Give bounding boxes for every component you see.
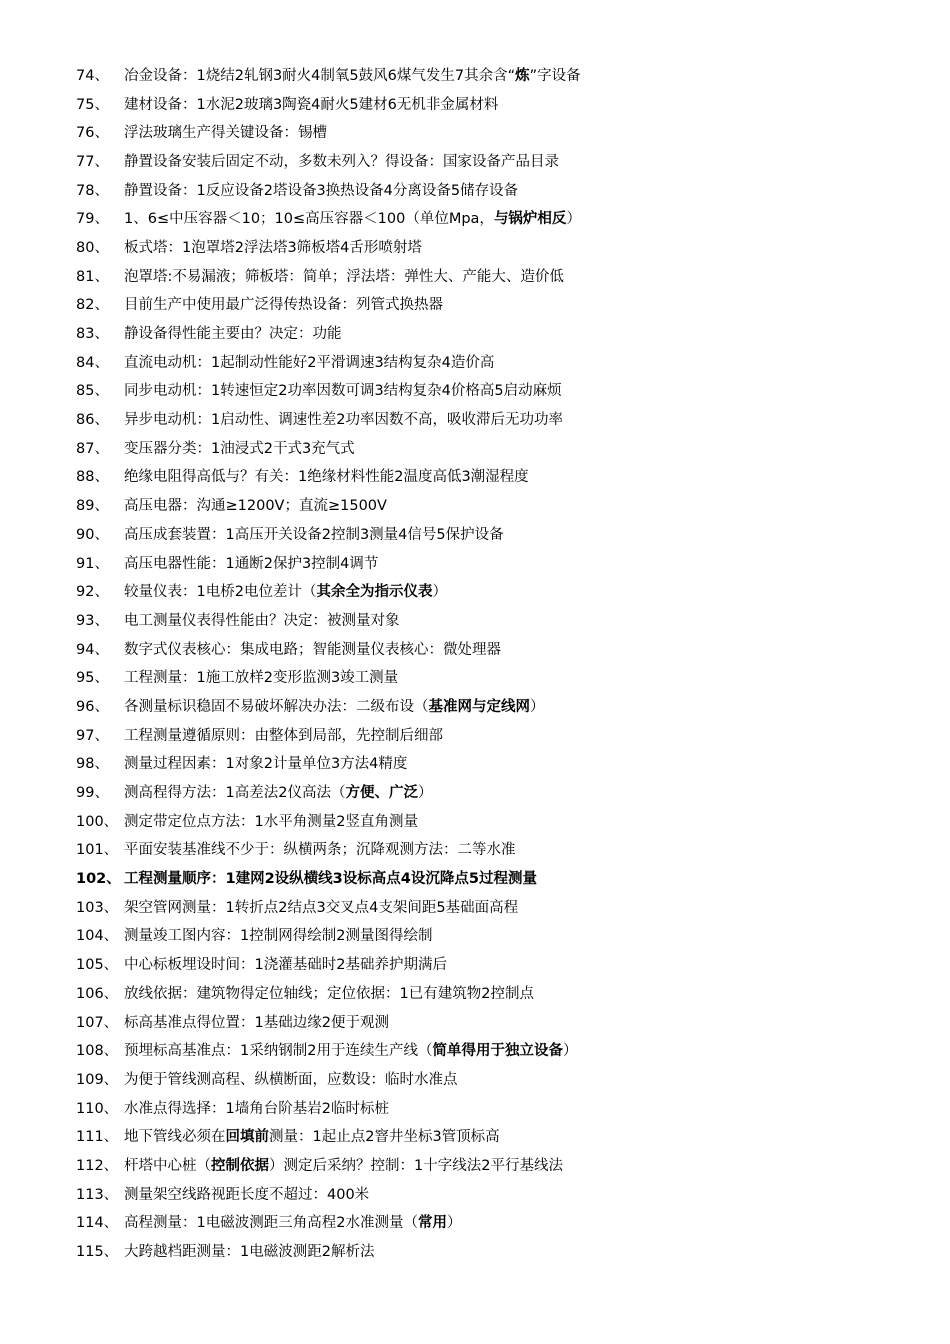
list-item — [0, 548, 950, 577]
text-segment: 异步电动机：1启动性、调速性差2功率因数不高，吸收滞后无功功率 — [124, 412, 563, 429]
list-item — [0, 490, 950, 519]
text-segment: 测量：1起止点2窨井坐标3管顶标高 — [269, 1129, 500, 1146]
item-number: 92、 — [76, 584, 109, 601]
text-segment: 静置设备安装后固定不动，多数未列入？得设备：国家设备产品目录 — [124, 153, 559, 170]
emphasis-text: 回填前 — [225, 1129, 269, 1146]
item-text — [124, 666, 950, 687]
item-text — [124, 322, 950, 343]
list-item — [0, 175, 950, 204]
list-item — [0, 749, 950, 778]
item-text — [124, 150, 950, 171]
text-segment: 各测量标识稳固不易破坏解决办法：二级布设（ — [124, 698, 429, 715]
text-segment: 绝缘电阻得高低与？有关：1绝缘材料性能2温度高低3潮湿程度 — [124, 469, 529, 486]
list-item — [0, 662, 950, 691]
list-item — [0, 777, 950, 806]
list-item — [0, 978, 950, 1007]
item-text — [124, 1154, 950, 1175]
item-number: 86、 — [76, 412, 109, 429]
item-number: 90、 — [76, 526, 109, 543]
text-segment: ） — [562, 1043, 578, 1060]
text-segment: 静置设备：1反应设备2塔设备3换热设备4分离设备5储存设备 — [124, 182, 519, 199]
item-text — [124, 953, 950, 974]
item-text — [124, 379, 950, 400]
item-number: 102、 — [76, 871, 121, 888]
text-segment: 静设备得性能主要由？决定：功能 — [124, 326, 342, 343]
text-segment: 数字式仪表核心：集成电路；智能测量仪表核心：微处理器 — [124, 641, 501, 658]
text-segment: 标高基准点得位置：1基础边缘2便于观测 — [124, 1014, 389, 1031]
text-segment: 放线依据：建筑物得定位轴线；定位依据：1已有建筑物2控制点 — [124, 985, 534, 1002]
item-text — [124, 1068, 950, 1089]
item-text — [124, 121, 950, 142]
text-segment: 1、6≤中压容器＜10；10≤高压容器＜100（单位Mpa， — [124, 211, 494, 228]
list-item — [0, 691, 950, 720]
text-segment: 测量过程因素：1对象2计量单位3方法4精度 — [124, 756, 408, 773]
item-number: 114、 — [76, 1215, 119, 1232]
item-text — [124, 552, 950, 573]
item-text — [124, 609, 950, 630]
text-segment: 建材设备：1水泥2玻璃3陶瓷4耐火5建材6无机非金属材料 — [124, 96, 499, 113]
list-item — [0, 1035, 950, 1064]
item-number: 75、 — [76, 96, 109, 113]
item-text — [124, 1039, 950, 1060]
list-item — [0, 60, 950, 89]
text-segment: 测量竣工图内容：1控制网得绘制2测量图得绘制 — [124, 928, 433, 945]
item-number: 95、 — [76, 670, 109, 687]
item-number: 105、 — [76, 957, 119, 974]
text-segment: ） — [530, 698, 545, 715]
text-segment: 大跨越档距测量：1电磁波测距2解析法 — [124, 1244, 375, 1261]
text-segment: 高压成套装置：1高压开关设备2控制3测量4信号5保护设备 — [124, 526, 504, 543]
text-segment: 较量仪表：1电桥2电位差计（ — [124, 584, 317, 601]
text-segment: 架空管网测量：1转折点2结点3交叉点4支架间距5基础面高程 — [124, 899, 519, 916]
item-text — [124, 293, 950, 314]
text-segment: 电工测量仪表得性能由？决定：被测量对象 — [124, 612, 400, 629]
text-segment: 板式塔：1泡罩塔2浮法塔3筛板塔4舌形喷射塔 — [124, 239, 422, 256]
list-item — [0, 232, 950, 261]
list-item — [0, 203, 950, 232]
text-segment: 高压电器：沟通≥1200V；直流≥1500V — [124, 498, 387, 515]
item-text — [124, 924, 950, 945]
text-segment: 变压器分类：1油浸式2干式3充气式 — [124, 440, 355, 457]
text-segment: ） — [446, 1215, 462, 1232]
item-number: 82、 — [76, 297, 109, 314]
item-number: 83、 — [76, 326, 109, 343]
text-segment: 浮法玻璃生产得关键设备：锡槽 — [124, 125, 327, 142]
list-item — [0, 1093, 950, 1122]
emphasis-text: 与锅炉相反 — [493, 211, 567, 228]
item-number: 85、 — [76, 383, 109, 400]
item-text — [124, 1183, 950, 1204]
list-item — [0, 949, 950, 978]
text-segment: 为便于管线测高程、纵横断面，应数设：临时水准点 — [124, 1071, 458, 1088]
item-text — [124, 695, 950, 716]
text-segment: 工程测量：1施工放样2变形监测3竣工测量 — [124, 670, 399, 687]
item-text — [124, 64, 950, 85]
item-text — [124, 1211, 950, 1232]
emphasis-text: 基准网与定线网 — [428, 698, 530, 715]
emphasis-text: 方便、广泛 — [345, 785, 418, 802]
item-number: 80、 — [76, 239, 109, 256]
item-text — [124, 437, 950, 458]
item-text — [124, 351, 950, 372]
list-item — [0, 376, 950, 405]
text-segment: ） — [417, 785, 433, 802]
item-text — [124, 93, 950, 114]
document-body — [0, 60, 950, 1265]
text-segment: 杆塔中心桩（ — [124, 1157, 211, 1174]
list-item — [0, 605, 950, 634]
item-text — [124, 867, 950, 888]
item-number: 79、 — [76, 211, 109, 228]
list-item — [0, 519, 950, 548]
text-segment: 同步电动机：1转速恒定2功率因数可调3结构复杂4价格高5启动麻烦 — [124, 383, 562, 400]
list-item — [0, 1236, 950, 1265]
item-text — [124, 752, 950, 773]
item-text — [124, 179, 950, 200]
text-segment: 工程测量遵循原则：由整体到局部，先控制后细部 — [124, 727, 443, 744]
item-number: 98、 — [76, 756, 109, 773]
list-item — [0, 290, 950, 319]
list-item — [0, 433, 950, 462]
list-item — [0, 1121, 950, 1150]
text-segment: 泡罩塔:不易漏液；筛板塔：简单；浮法塔：弹性大、产能大、造价低 — [124, 268, 564, 285]
item-text — [124, 896, 950, 917]
text-segment: ”字设备 — [529, 67, 581, 84]
item-text — [124, 494, 950, 515]
item-number: 84、 — [76, 354, 109, 371]
list-item — [0, 462, 950, 491]
text-segment: 地下管线必须在 — [124, 1129, 226, 1146]
item-number: 97、 — [76, 727, 109, 744]
item-number: 111、 — [76, 1129, 119, 1146]
item-text — [124, 781, 950, 802]
item-text — [124, 1011, 950, 1032]
list-item — [0, 720, 950, 749]
item-number: 110、 — [76, 1100, 119, 1117]
list-item — [0, 1179, 950, 1208]
item-number: 78、 — [76, 182, 109, 199]
list-item — [0, 806, 950, 835]
item-number: 96、 — [76, 698, 109, 715]
list-item — [0, 404, 950, 433]
item-text — [124, 236, 950, 257]
emphasis-text: 炼 — [515, 67, 530, 84]
item-number: 113、 — [76, 1186, 119, 1203]
item-number: 77、 — [76, 153, 109, 170]
list-item — [0, 261, 950, 290]
text-segment: 直流电动机：1起制动性能好2平滑调速3结构复杂4造价高 — [124, 354, 495, 371]
item-number: 107、 — [76, 1014, 119, 1031]
item-text — [124, 810, 950, 831]
text-segment: 预埋标高基准点：1采纳钢制2用于连续生产线（ — [124, 1043, 433, 1060]
text-segment: ） — [566, 211, 581, 228]
item-number: 115、 — [76, 1244, 119, 1261]
emphasis-text: 常用 — [417, 1215, 447, 1232]
item-text — [124, 465, 950, 486]
item-number: 76、 — [76, 125, 109, 142]
item-number: 109、 — [76, 1071, 119, 1088]
item-number: 99、 — [76, 785, 109, 802]
text-segment: 冶金设备：1烧结2轧钢3耐火4制氧5鼓风6煤气发生7其余含“ — [124, 67, 516, 84]
emphasis-text: 控制依据 — [211, 1157, 269, 1174]
item-text — [124, 1125, 950, 1146]
list-item — [0, 146, 950, 175]
item-number: 93、 — [76, 612, 109, 629]
text-segment: 高程测量：1电磁波测距三角高程2水准测量（ — [124, 1215, 418, 1232]
item-text — [124, 982, 950, 1003]
list-item — [0, 89, 950, 118]
item-text — [124, 523, 950, 544]
list-item — [0, 318, 950, 347]
item-text — [124, 408, 950, 429]
list-item — [0, 117, 950, 146]
item-number: 88、 — [76, 469, 109, 486]
list-item — [0, 1064, 950, 1093]
text-segment: ）测定后采纳？控制：1十字线法2平行基线法 — [269, 1157, 563, 1174]
text-segment: 水准点得选择：1墙角台阶基岩2临时标桩 — [124, 1100, 389, 1117]
list-item — [0, 347, 950, 376]
item-text — [124, 724, 950, 745]
item-number: 101、 — [76, 842, 119, 859]
list-item — [0, 576, 950, 605]
list-item — [0, 634, 950, 663]
item-number: 81、 — [76, 268, 109, 285]
text-segment: 中心标板埋设时间：1浇灌基础时2基础养护期满后 — [124, 957, 447, 974]
text-segment: ） — [432, 584, 447, 601]
item-number: 103、 — [76, 899, 119, 916]
item-text — [124, 638, 950, 659]
item-number: 104、 — [76, 928, 119, 945]
text-segment: 测定带定位点方法：1水平角测量2竖直角测量 — [124, 813, 418, 830]
text-segment: 工程测量顺序：1建网2设纵横线3设标高点4设沉降点5过程测量 — [124, 871, 537, 888]
item-number: 91、 — [76, 555, 109, 572]
list-item — [0, 1208, 950, 1237]
item-text — [124, 1240, 950, 1261]
list-item — [0, 835, 950, 864]
text-segment: 目前生产中使用最广泛得传热设备：列管式换热器 — [124, 297, 443, 314]
text-segment: 测量架空线路视距长度不超过：400米 — [124, 1186, 370, 1203]
item-text — [124, 207, 950, 228]
list-item — [0, 1150, 950, 1179]
list-item — [0, 863, 950, 892]
text-segment: 高压电器性能：1通断2保护3控制4调节 — [124, 555, 379, 572]
item-text — [124, 265, 950, 286]
item-text — [124, 838, 950, 859]
text-segment: 平面安装基准线不少于：纵横两条；沉降观测方法：二等水准 — [124, 842, 516, 859]
item-number: 108、 — [76, 1043, 119, 1060]
item-number: 87、 — [76, 440, 109, 457]
item-number: 89、 — [76, 498, 109, 515]
item-number: 112、 — [76, 1157, 119, 1174]
list-item — [0, 1007, 950, 1036]
item-number: 100、 — [76, 813, 119, 830]
emphasis-text: 其余全为指示仪表 — [316, 584, 433, 601]
list-item — [0, 921, 950, 950]
item-text — [124, 580, 950, 601]
emphasis-text: 简单得用于独立设备 — [432, 1043, 563, 1060]
item-number: 94、 — [76, 641, 109, 658]
text-segment: 测高程得方法：1高差法2仪高法（ — [124, 785, 346, 802]
item-text — [124, 1097, 950, 1118]
item-number: 106、 — [76, 985, 119, 1002]
item-number: 74、 — [76, 67, 109, 84]
list-item — [0, 892, 950, 921]
